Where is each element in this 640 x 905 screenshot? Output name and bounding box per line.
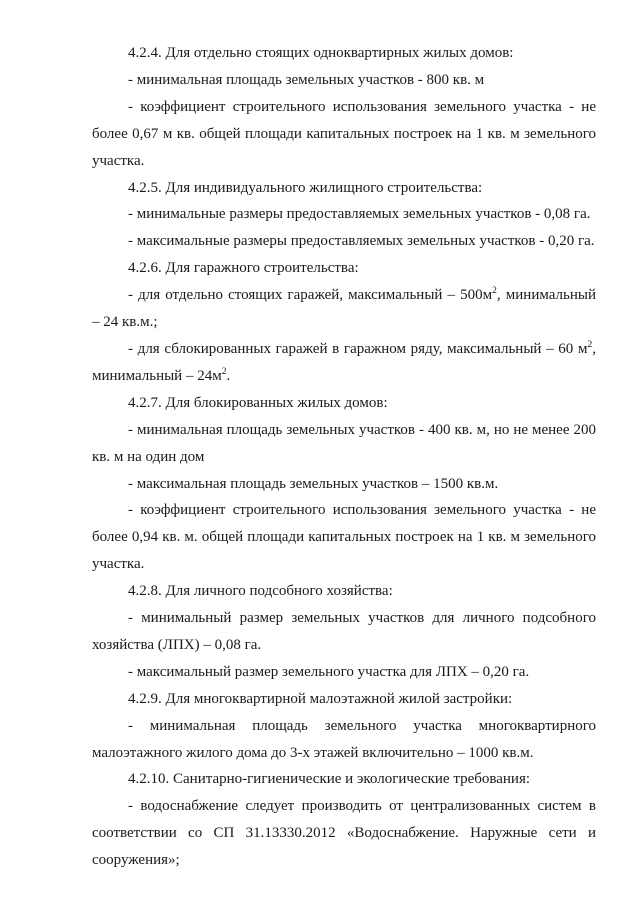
- superscript-2: 2: [492, 286, 497, 297]
- paragraph-standalone-garages: [92, 282, 596, 336]
- blocked-garages-text: - для сблокированных гаражей в гаражном ряду, максимальный – 60 м: [128, 340, 588, 357]
- blocked-garages-text-mid: , минимальный – 24м: [92, 340, 596, 384]
- superscript-2: 2: [587, 339, 593, 350]
- standalone-garages-text-end: , минимальный – 24 кв.м.;: [92, 287, 596, 331]
- superscript-2: 2: [221, 366, 227, 377]
- paragraph-water-supply: - водоснабжение следует производить от централизованных систем в соответствии со СП 31.13330.2012 «Водоснабжение. Наружные сети и сооружения»;: [92, 798, 596, 869]
- paragraph-multiapartment-min-area: - минимальная площадь земельного участка многоквартирного малоэтажного жилого дома до 3-х этажей включительно – 1000 кв.м.: [92, 717, 596, 761]
- section-heading-4-2-9: 4.2.9. Для многоквартирной малоэтажной жилой застройки:: [128, 690, 513, 707]
- paragraph-blocked-max-area: - максимальная площадь земельных участков – 1500 кв.м.: [128, 475, 499, 492]
- section-heading-4-2-8: 4.2.8. Для личного подсобного хозяйства:: [128, 583, 393, 600]
- section-heading-4-2-5: 4.2.5. Для индивидуального жилищного строительства:: [128, 179, 483, 196]
- standalone-garages-text: - для отдельно стоящих гаражей, максимальный – 500м: [128, 287, 493, 304]
- blocked-garages-text-end: .: [226, 367, 231, 384]
- document-body: [92, 40, 596, 874]
- paragraph-lph-min-size: - минимальный размер земельных участков для личного подсобного хозяйства (ЛПХ) – 0,08 га.: [92, 610, 596, 653]
- section-heading-4-2-4: 4.2.4. Для отдельно стоящих одноквартирных жилых домов:: [128, 45, 514, 61]
- paragraph-blocked-garages: [92, 336, 596, 390]
- section-heading-4-2-6: 4.2.6. Для гаражного строительства:: [128, 260, 359, 277]
- paragraph-blocked-min-area: - минимальная площадь земельных участков - 400 кв. м, но не менее 200 кв. м на один дом: [92, 421, 596, 465]
- paragraph-lph-max-size: - максимальный размер земельного участка для ЛПХ – 0,20 га.: [128, 663, 530, 680]
- paragraph-min-plot-area: - минимальная площадь земельных участков - 800 кв. м: [128, 71, 485, 88]
- section-heading-4-2-10: 4.2.10. Санитарно-гигиенические и экологические требования:: [128, 771, 531, 788]
- paragraph-min-plot-size: - минимальные размеры предоставляемых земельных участков - 0,08 га.: [128, 206, 591, 223]
- section-heading-4-2-7: 4.2.7. Для блокированных жилых домов:: [128, 394, 388, 411]
- paragraph-blocked-coefficient: - коэффициент строительного использования земельного участка - не более 0,94 кв. м. общей площади капитальных построек на 1 кв. м земельного участка.: [92, 502, 596, 573]
- paragraph-building-coefficient: - коэффициент строительного использования земельного участка - не более 0,67 м кв. общей площади капитальных построек на 1 кв. м земельного участка.: [92, 98, 596, 169]
- paragraph-max-plot-size: - максимальные размеры предоставляемых земельных участков - 0,20 га.: [128, 233, 595, 250]
